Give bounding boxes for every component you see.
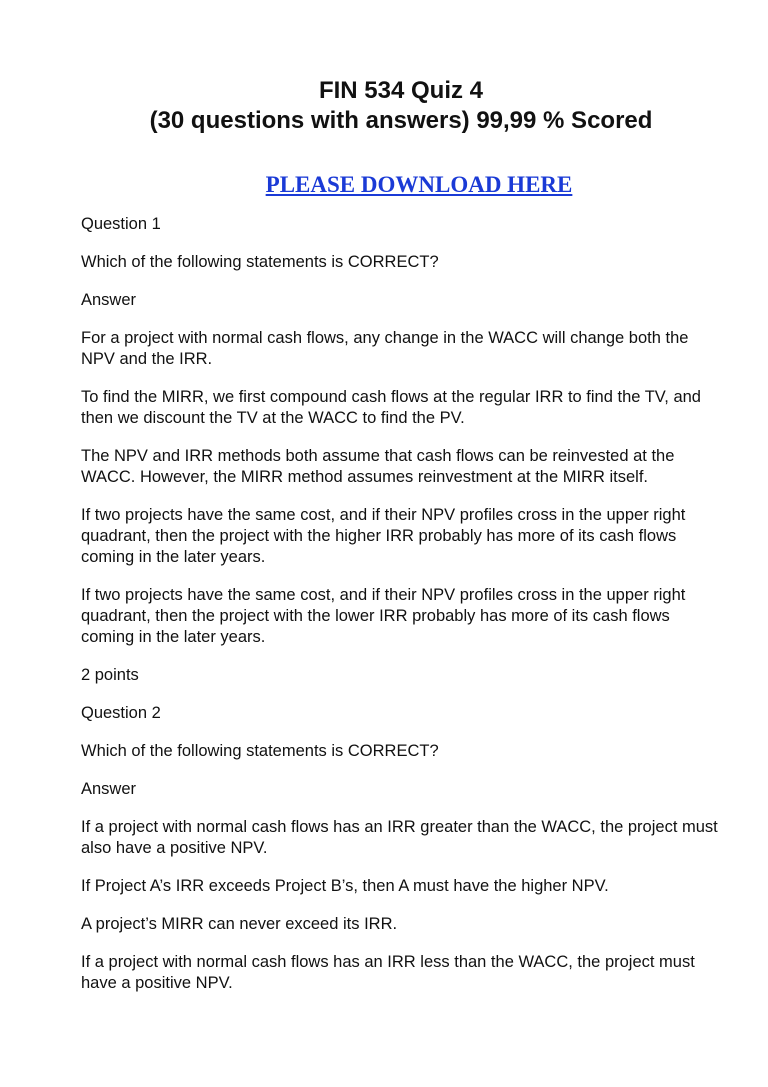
document-title [81, 76, 721, 136]
title-line-2: (30 questions with answers) 99,99 % Scored [149, 107, 653, 134]
question-1-option: If two projects have the same cost, and if their NPV profiles cross in the upper right quadrant, then the project with the higher IRR probably has more of its cash flows coming in the later years. [81, 506, 686, 566]
question-2-option: If a project with normal cash flows has an IRR less than the WACC, the project must have a positive NPV. [81, 953, 695, 992]
question-1-option: For a project with normal cash flows, any change in the WACC will change both the NPV and the IRR. [81, 329, 689, 368]
question-2-option: If a project with normal cash flows has an IRR greater than the WACC, the project must also have a positive NPV. [81, 818, 718, 857]
question-2-prompt: Which of the following statements is CORRECT? [81, 742, 439, 760]
question-1-points: 2 points [81, 666, 139, 684]
question-2-label: Question 2 [81, 704, 161, 722]
question-1-option: The NPV and IRR methods both assume that cash flows can be reinvested at the WACC. However, the MIRR method assumes reinvestment at the MIRR itself. [81, 447, 675, 486]
title-line-1: FIN 534 Quiz 4 [318, 77, 484, 104]
question-2-option: A project’s MIRR can never exceed its IRR. [81, 915, 398, 933]
question-1-option: If two projects have the same cost, and if their NPV profiles cross in the upper right quadrant, then the project with the lower IRR probably has more of its cash flows coming in the later years. [81, 586, 686, 646]
document-page [81, 76, 721, 994]
question-1-answer-label: Answer [81, 291, 137, 309]
question-2-answer-label: Answer [81, 780, 137, 798]
question-1-option: To find the MIRR, we first compound cash flows at the regular IRR to find the TV, and then we discount the TV at the WACC to find the PV. [81, 388, 701, 427]
download-link[interactable]: PLEASE DOWNLOAD HERE [265, 172, 573, 197]
question-1-prompt: Which of the following statements is CORRECT? [81, 253, 439, 271]
question-1-label: Question 1 [81, 215, 161, 233]
question-2-option: If Project A’s IRR exceeds Project B’s, then A must have the higher NPV. [81, 877, 609, 895]
